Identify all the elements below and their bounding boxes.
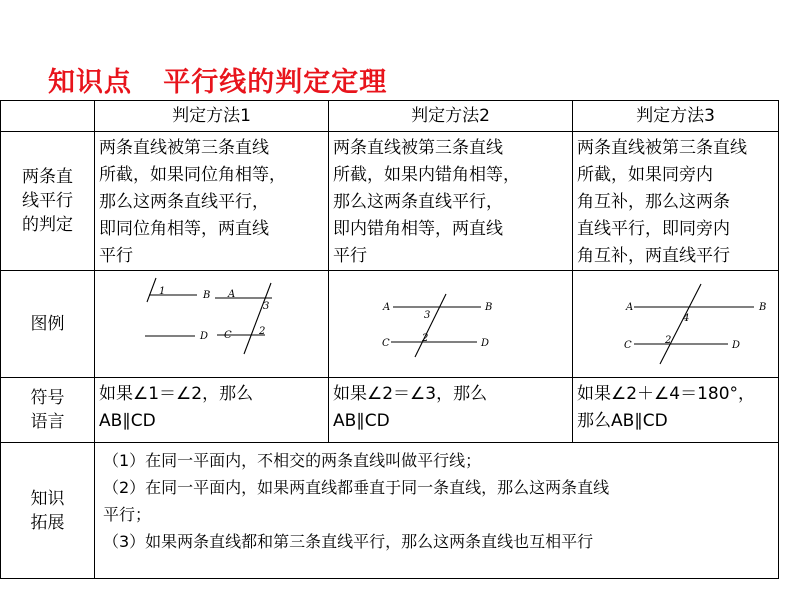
label-a: A xyxy=(625,302,633,313)
text-line: 那么这两条直线平行， xyxy=(333,192,503,212)
label-line: 线平行 xyxy=(22,191,73,211)
judgement-method-3 xyxy=(573,132,779,271)
parallel-criteria-table xyxy=(0,100,779,579)
label-d: D xyxy=(480,338,489,349)
header-corner xyxy=(1,101,95,132)
symbol-method-2 xyxy=(329,378,573,443)
label-b: B xyxy=(202,290,210,301)
text-line: 如果∠2＋∠4＝180°， xyxy=(577,384,756,404)
text-line: 所截，如果同旁内 xyxy=(577,165,713,185)
symbol-row xyxy=(1,378,779,443)
figure-method-3 xyxy=(573,271,779,378)
section-title: 知识点 平行线的判定定理 xyxy=(48,67,388,98)
label-1: 1 xyxy=(158,286,165,297)
transversal-left xyxy=(147,278,156,302)
label-a: A xyxy=(382,302,390,313)
judgement-method-2 xyxy=(329,132,573,271)
label-b: B xyxy=(758,302,766,313)
extension-label xyxy=(1,443,95,579)
figure-row xyxy=(1,271,779,378)
label-d: D xyxy=(731,340,740,351)
text-line: AB∥CD xyxy=(99,411,156,431)
label-line: 的判定 xyxy=(22,215,73,235)
note-line: （1）在同一平面内，不相交的两条直线叫做平行线； xyxy=(103,451,482,470)
label-line: 知识 xyxy=(30,488,65,509)
text-line: 两条直线被第三条直线 xyxy=(577,138,747,158)
label-c: C xyxy=(381,338,390,349)
label-a: A xyxy=(227,289,235,300)
figure-method-1 xyxy=(95,271,329,378)
label-c: C xyxy=(623,340,632,351)
text-line: 直线平行，即同旁内 xyxy=(577,219,730,239)
header-method-2: 判定方法2 xyxy=(329,101,573,132)
text-line: 即内错角相等，两直线 xyxy=(333,219,503,239)
transversal-right xyxy=(244,283,271,354)
text-line: 两条直线被第三条直线 xyxy=(333,138,503,158)
label-2: 2 xyxy=(258,326,265,337)
transversal xyxy=(415,294,446,357)
text-line: 角互补，两直线平行 xyxy=(577,246,730,266)
extension-notes xyxy=(95,443,779,579)
label-2: 2 xyxy=(664,335,671,346)
text-line: 如果∠1＝∠2，那么 xyxy=(99,384,254,404)
text-line: 角互补，那么这两条 xyxy=(577,192,730,212)
label-3: 3 xyxy=(262,301,269,312)
corresponding-angles-diagram xyxy=(97,272,327,372)
figure-method-2 xyxy=(329,271,573,378)
label-b: B xyxy=(484,302,492,313)
co-interior-angles-diagram xyxy=(576,272,776,372)
judgement-label xyxy=(1,132,95,271)
text-line: AB∥CD xyxy=(333,411,390,431)
text-line: 两条直线被第三条直线 xyxy=(99,138,269,158)
label-2: 2 xyxy=(421,333,428,344)
note-line: （2）在同一平面内，如果两直线都垂直于同一条直线，那么这两条直线 xyxy=(103,478,610,497)
extension-row xyxy=(1,443,779,579)
symbol-method-1 xyxy=(95,378,329,443)
header-method-3: 判定方法3 xyxy=(573,101,779,132)
text-line: 所截，如果同位角相等， xyxy=(99,165,286,185)
label-d: D xyxy=(199,331,208,342)
transversal xyxy=(660,284,701,364)
text-line: 即同位角相等，两直线 xyxy=(99,219,269,239)
label-3: 3 xyxy=(423,310,430,321)
label-line: 符号 xyxy=(30,388,65,408)
label-line: 拓展 xyxy=(30,512,65,533)
header-row xyxy=(1,101,779,132)
text-line: 如果∠2＝∠3，那么 xyxy=(333,384,488,404)
text-line: 所截，如果内错角相等， xyxy=(333,165,520,185)
judgement-method-1 xyxy=(95,132,329,271)
label-line: 语言 xyxy=(30,412,65,432)
label-4: 4 xyxy=(682,313,689,324)
text-line: 平行 xyxy=(333,246,367,266)
figure-label: 图例 xyxy=(1,271,95,378)
note-line: （3）如果两条直线都和第三条直线平行，那么这两条直线也互相平行 xyxy=(103,532,594,551)
text-line: 那么AB∥CD xyxy=(577,411,668,431)
text-line: 平行 xyxy=(99,246,133,266)
label-c: C xyxy=(223,330,232,341)
text-line: 那么这两条直线平行， xyxy=(99,192,269,212)
symbol-label xyxy=(1,378,95,443)
note-line: 平行； xyxy=(103,505,152,524)
symbol-method-3 xyxy=(573,378,779,443)
header-method-1: 判定方法1 xyxy=(95,101,329,132)
alternate-angles-diagram xyxy=(331,272,571,372)
label-line: 两条直 xyxy=(22,167,73,187)
judgement-row xyxy=(1,132,779,271)
